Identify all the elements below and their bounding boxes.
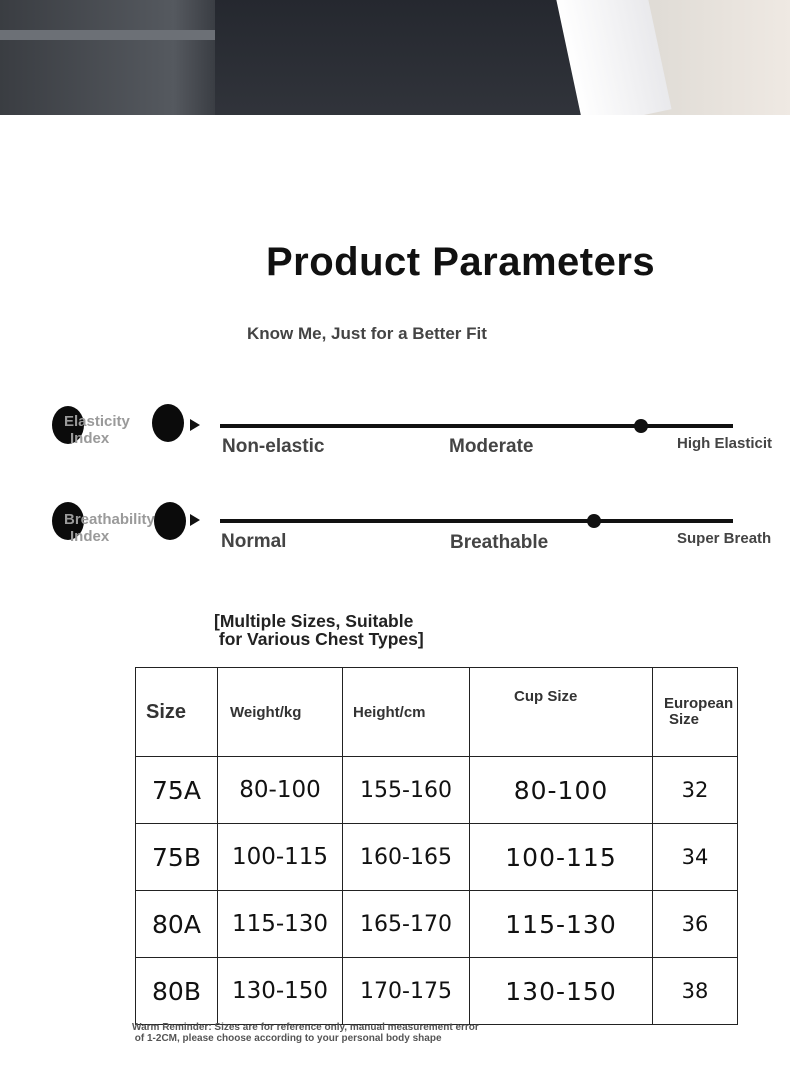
photo-skirt bbox=[215, 0, 595, 115]
cell-cup: 100-115 bbox=[470, 824, 653, 891]
breathability-level-normal: Normal bbox=[221, 531, 287, 552]
page-subtitle: Know Me, Just for a Better Fit bbox=[247, 324, 487, 343]
breathability-arrow-icon bbox=[190, 514, 200, 526]
cell-cup: 130-150 bbox=[470, 958, 653, 1025]
breathability-level-super: Super Breath bbox=[677, 530, 772, 547]
table-row bbox=[136, 824, 738, 891]
cell-height: 155-160 bbox=[343, 757, 470, 824]
breathability-level-marker bbox=[587, 514, 601, 528]
header-eu-line2: Size bbox=[669, 711, 700, 728]
cell-eu: 34 bbox=[653, 824, 738, 891]
elasticity-level-high: High Elasticit bbox=[677, 435, 773, 452]
cell-eu: 32 bbox=[653, 757, 738, 824]
header-cup-size: Cup Size bbox=[470, 668, 653, 757]
elasticity-label-line2: Index bbox=[70, 430, 110, 447]
cell-cup: 80-100 bbox=[470, 757, 653, 824]
cell-height: 160-165 bbox=[343, 824, 470, 891]
photo-background-rail bbox=[0, 30, 215, 40]
cell-eu: 36 bbox=[653, 891, 738, 958]
cell-height: 165-170 bbox=[343, 891, 470, 958]
table-row bbox=[136, 757, 738, 824]
table-row bbox=[136, 958, 738, 1025]
cell-height: 170-175 bbox=[343, 958, 470, 1025]
page-title: Product Parameters bbox=[266, 240, 656, 284]
cell-weight: 80-100 bbox=[218, 757, 343, 824]
table-row bbox=[136, 891, 738, 958]
elasticity-label-line1: Elasticity bbox=[64, 413, 130, 430]
elasticity-index-label bbox=[64, 413, 174, 447]
elasticity-scale-track bbox=[220, 424, 733, 428]
cell-weight: 100-115 bbox=[218, 824, 343, 891]
warm-reminder-note: Warm Reminder: Sizes are for reference only, manual measurement error of 1-2CM, please choose according to your personal body shape bbox=[132, 1022, 479, 1044]
elasticity-level-moderate: Moderate bbox=[449, 436, 534, 457]
cell-size: 75B bbox=[136, 824, 218, 891]
header-weight: Weight/kg bbox=[218, 668, 343, 757]
breathability-label-line2: Index bbox=[70, 528, 110, 545]
size-caption: [Multiple Sizes, Suitable for Various Chest Types] bbox=[214, 611, 424, 649]
breathability-level-breathable: Breathable bbox=[450, 532, 549, 553]
product-photo bbox=[0, 0, 790, 115]
elasticity-level-non-elastic: Non-elastic bbox=[222, 436, 325, 457]
cell-weight: 115-130 bbox=[218, 891, 343, 958]
cell-eu: 38 bbox=[653, 958, 738, 1025]
header-european-size bbox=[653, 668, 738, 757]
header-eu-line1: European bbox=[664, 695, 734, 712]
elasticity-arrow-icon bbox=[190, 419, 200, 431]
cell-size: 80A bbox=[136, 891, 218, 958]
cell-size: 80B bbox=[136, 958, 218, 1025]
breathability-index-label bbox=[64, 511, 174, 545]
cell-size: 75A bbox=[136, 757, 218, 824]
header-size: Size bbox=[136, 668, 218, 757]
breathability-label-line1: Breathability bbox=[64, 511, 155, 528]
cell-cup: 115-130 bbox=[470, 891, 653, 958]
cell-weight: 130-150 bbox=[218, 958, 343, 1025]
size-table-header bbox=[136, 668, 738, 757]
size-table bbox=[135, 667, 738, 1025]
header-height: Height/cm bbox=[343, 668, 470, 757]
breathability-scale-track bbox=[220, 519, 733, 523]
elasticity-level-marker bbox=[634, 419, 648, 433]
